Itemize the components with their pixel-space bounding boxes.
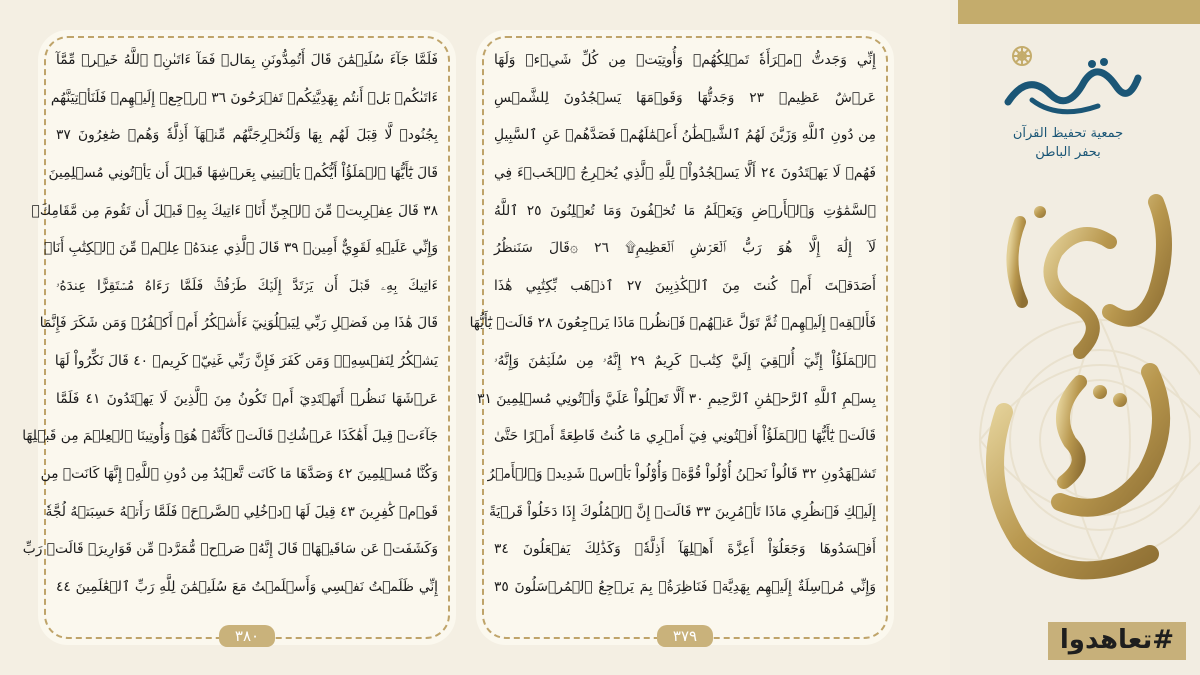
verse-line: ءَاتِيكَ بِهِۦ قَبۡلَ أَن يَرۡتَدَّ إِلَيۡكَ طَرۡفُكَۚ فَلَمَّا رَءَاهُ مُسۡتَقِرًّا عِندَهُۥ	[56, 277, 438, 294]
campaign-hashtag: #تعاهدوا	[1048, 622, 1186, 660]
page-number: ٣٨٠	[219, 625, 275, 647]
verse-line: وَإِنِّي مُرۡسِلَةٌ إِلَيۡهِم بِهَدِيَّةٖ فَنَاظِرَةُۢ بِمَ يَرۡجِعُ ٱلۡمُرۡسَلُونَ ٣٥	[494, 578, 876, 595]
verse-line: قَوۡمٖ كَٰفِرِينَ ٤٣ قِيلَ لَهَا ٱدۡخُلِي ٱلصَّرۡحَۖ فَلَمَّا رَأَتۡهُ حَسِبَتۡهُ لُجَّةٗ	[45, 503, 438, 520]
verse-line: أَفۡسَدُوهَا وَجَعَلُوٓاْ أَعِزَّةَ أَهۡلِهَآ أَذِلَّةٗۚ وَكَذَٰلِكَ يَفۡعَلُونَ ٣٤	[494, 541, 876, 558]
verse-line: عَرۡشٌ عَظِيمٞ ٢٣ وَجَدتُّهَا وَقَوۡمَهَا يَسۡجُدُونَ لِلشَّمۡسِ	[494, 89, 876, 106]
verse-line: تَشۡهَدُونِ ٣٢ قَالُواْ نَحۡنُ أُوْلُواْ قُوَّةٖ وَأُوْلُواْ بَأۡسٖ شَدِيدٖ وَٱلۡأَمۡرُ	[487, 466, 876, 483]
association-logo	[988, 42, 1148, 164]
verse-line: ٣٨ قَالَ عِفۡرِيتٞ مِّنَ ٱلۡجِنِّ أَنَا۠ ءَاتِيكَ بِهِۦ قَبۡلَ أَن تَقُومَ مِن مَّقَامِكَۖ	[31, 202, 438, 219]
verse-line: عَرۡشَهَا نَنظُرۡ أَتَهۡتَدِيٓ أَمۡ تَكُونُ مِنَ ٱلَّذِينَ لَا يَهۡتَدُونَ ٤١ فَلَمَّا	[56, 390, 438, 407]
calligraphy-artwork	[960, 182, 1190, 602]
verse-line: ءَاتَىٰكُمۚ بَلۡ أَنتُم بِهَدِيَّتِكُمۡ تَفۡرَحُونَ ٣٦ ٱرۡجِعۡ إِلَيۡهِمۡ فَلَنَأۡتِيَنَّهُم	[50, 89, 438, 106]
verse-line: فَهُمۡ لَا يَهۡتَدُونَ ٢٤ أَلَّا يَسۡجُدُواْۤ لِلَّهِ ٱلَّذِي يُخۡرِجُ ٱلۡخَبۡءَ فِي	[494, 164, 876, 181]
verse-line: قَالَ يَٰٓأَيُّهَا ٱلۡمَلَؤُاْ أَيُّكُمۡ يَأۡتِينِي بِعَرۡشِهَا قَبۡلَ أَن يَأۡتُونِي مُسۡلِمِينَ	[48, 164, 438, 181]
verse-line: إِلَيۡكِ فَٱنظُرِي مَاذَا تَأۡمُرِينَ ٣٣ قَالَتۡ إِنَّ ٱلۡمُلُوكَ إِذَا دَخَلُواْ قَرۡيَةً	[489, 503, 876, 520]
page-text	[469, 46, 877, 601]
verse-line: لَآ إِلَٰهَ إِلَّا هُوَ رَبُّ ٱلۡعَرۡشِ ٱلۡعَظِيمِ۩ ٢٦ ۞قَالَ سَنَنظُرُ	[494, 240, 876, 257]
verse-line: وَإِنِّي عَلَيۡهِ لَقَوِيٌّ أَمِينٞ ٣٩ قَالَ ٱلَّذِي عِندَهُۥ عِلۡمٞ مِّنَ ٱلۡكِتَٰبِ أَنَا۠	[43, 240, 438, 257]
verse-line: فَلَمَّا جَآءَ سُلَيۡمَٰنَ قَالَ أَتُمِدُّونَنِ بِمَالٖ فَمَآ ءَاتَىٰنِۦَ ٱللَّهُ خَيۡرٞ مِّمَّآ	[56, 52, 438, 68]
verse-line: مِن دُونِ ٱللَّهِ وَزَيَّنَ لَهُمُ ٱلشَّيۡطَٰنُ أَعۡمَٰلَهُمۡ فَصَدَّهُمۡ عَنِ ٱلسَّبِيلِ	[494, 127, 876, 144]
verse-line: قَالَتۡ يَٰٓأَيُّهَا ٱلۡمَلَؤُاْ أَفۡتُونِي فِيٓ أَمۡرِي مَا كُنتُ قَاطِعَةً أَمۡرًا حَتَّىٰ	[494, 428, 876, 445]
gold-corner-bar	[958, 0, 1200, 24]
verse-line: بِسۡمِ ٱللَّهِ ٱلرَّحۡمَٰنِ ٱلرَّحِيمِ ٣٠ أَلَّا تَعۡلُواْ عَلَيَّ وَأۡتُونِي مُسۡلِمِينَ ٣١	[477, 390, 876, 407]
verse-line: قَالَ هَٰذَا مِن فَضۡلِ رَبِّي لِيَبۡلُوَنِيٓ ءَأَشۡكُرُ أَمۡ أَكۡفُرُۖ وَمَن شَكَرَ فَإِنَّمَا	[39, 315, 438, 332]
verse-line: وَكَشَفَتۡ عَن سَاقَيۡهَاۚ قَالَ إِنَّهُۥ صَرۡحٞ مُّمَرَّدٞ مِّن قَوَارِيرَۗ قَالَتۡ رَبِّ	[22, 541, 438, 558]
verse-line: ٱلسَّمَٰوَٰتِ وَٱلۡأَرۡضِ وَيَعۡلَمُ مَا تُخۡفُونَ وَمَا تُعۡلِنُونَ ٢٥ ٱللَّهُ	[494, 202, 876, 219]
page-number: ٣٧٩	[657, 625, 713, 647]
branding-panel	[950, 0, 1200, 675]
page-text	[22, 46, 438, 601]
logo-mark-icon	[988, 42, 1148, 122]
verse-line: بِجُنُودٖ لَّا قِبَلَ لَهُم بِهَا وَلَنُخۡرِجَنَّهُم مِّنۡهَآ أَذِلَّةٗ وَهُمۡ صَٰغِرُونَ ٣٧	[56, 127, 438, 144]
verse-line: أَصَدَقۡتَ أَمۡ كُنتَ مِنَ ٱلۡكَٰذِبِينَ ٢٧ ٱذۡهَب بِّكِتَٰبِي هَٰذَا	[494, 277, 877, 294]
quran-page-left	[22, 30, 456, 645]
verse-line: يَشۡكُرُ لِنَفۡسِهِۦۖ وَمَن كَفَرَ فَإِنَّ رَبِّي غَنِيّٞ كَرِيمٞ ٤٠ قَالَ نَكِّرُواْ لَهَا	[54, 353, 438, 370]
verse-line: ٱلۡمَلَؤُاْ إِنِّيٓ أُلۡقِيَ إِلَيَّ كِتَٰبٞ كَرِيمٌ ٢٩ إِنَّهُۥ مِن سُلَيۡمَٰنَ وَإِنَّهُۥ	[494, 353, 876, 370]
verse-line: جَآءَتۡ قِيلَ أَهَٰكَذَا عَرۡشُكِۖ قَالَتۡ كَأَنَّهُۥ هُوَۚ وَأُوتِينَا ٱلۡعِلۡمَ مِن قَبۡلِهَا	[22, 428, 438, 445]
quran-page-right	[469, 30, 894, 645]
logo-text-line2: بحفر الباطن	[1035, 145, 1101, 160]
verse-line: وَكُنَّا مُسۡلِمِينَ ٤٢ وَصَدَّهَا مَا كَانَت تَّعۡبُدُ مِن دُونِ ٱللَّهِۖ إِنَّهَا كَانَتۡ مِن	[40, 466, 438, 483]
verse-line: فَأَلۡقِهۡ إِلَيۡهِمۡ ثُمَّ تَوَلَّ عَنۡهُمۡ فَٱنظُرۡ مَاذَا يَرۡجِعُونَ ٢٨ قَالَتۡ يَٰٓأَيُّهَا	[469, 315, 876, 332]
logo-text-line1: جمعية تحفيظ القرآن	[1012, 126, 1124, 141]
verse-line: إِنِّي وَجَدتُّ ٱمۡرَأَةٗ تَمۡلِكُهُمۡ وَأُوتِيَتۡ مِن كُلِّ شَيۡءٖ وَلَهَا	[494, 52, 876, 68]
verse-line: إِنِّي ظَلَمۡتُ نَفۡسِي وَأَسۡلَمۡتُ مَعَ سُلَيۡمَٰنَ لِلَّهِ رَبِّ ٱلۡعَٰلَمِينَ ٤٤	[56, 578, 438, 595]
